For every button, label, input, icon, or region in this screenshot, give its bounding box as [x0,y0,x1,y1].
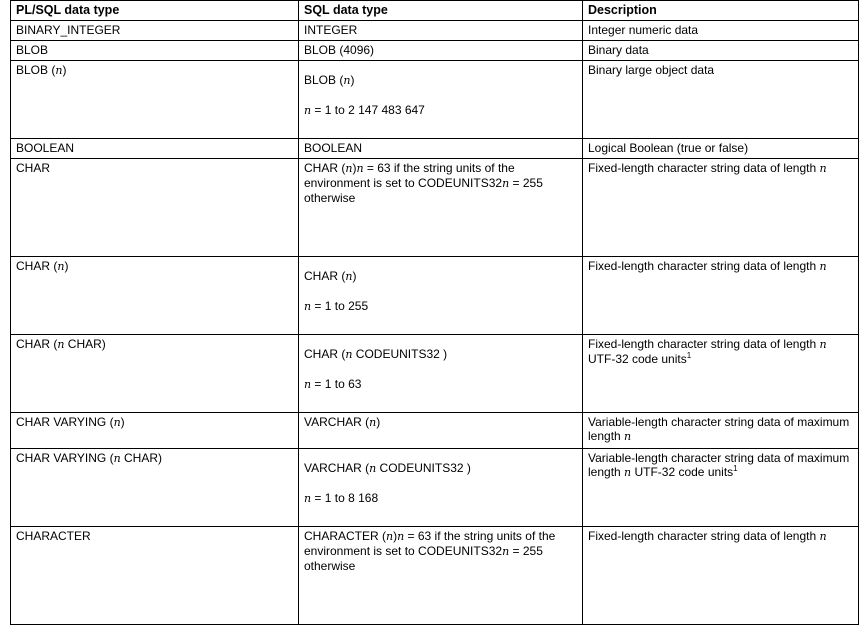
sql-type-line: VARCHAR (n) [304,415,381,429]
sql-type-line: n = 63 if the string units of the environment is set to CODEUNITS32 [304,161,515,190]
cell-description: Variable-length character string data of maximum length n UTF-32 code units$^1$ [583,449,859,527]
cell-plsql-type: CHAR (n CHAR) [11,335,299,413]
cell-plsql-type: BOOLEAN [11,139,299,159]
cell-plsql-type: CHAR VARYING (n CHAR) [11,449,299,527]
variable-n: n [113,452,121,465]
cell-sql-type [299,335,583,413]
cell-sql-type [299,257,583,335]
sql-type-line: CHARACTER (n) [304,529,398,543]
variable-n: n [345,162,353,175]
table-row [11,257,859,335]
variable-n: n [57,260,65,273]
variable-n: n [304,104,312,117]
table-header-row [11,1,859,21]
variable-n: n [356,162,364,175]
cell-sql-type [299,159,583,257]
cell-sql-type [299,413,583,449]
table-row [11,449,859,527]
cell-sql-type [299,41,583,61]
footnote-marker: 1 [733,464,738,473]
cell-plsql-type: CHAR [11,159,299,257]
sql-type-line: BLOB (n) [304,73,355,87]
cell-description: Fixed-length character string data of length n [583,257,859,335]
cell-sql-type [299,527,583,625]
table-row [11,61,859,139]
sql-type-line: n = 255 otherwise [304,544,543,573]
variable-n: n [397,530,405,543]
header-sql-data-type: SQL data type [299,1,583,21]
variable-n: n [304,300,312,313]
cell-sql-type [299,139,583,159]
cell-description: Variable-length character string data of maximum length n [583,413,859,449]
sql-type-line: INTEGER [304,23,358,37]
cell-description: Binary large object data [583,61,859,139]
sql-type-line: BOOLEAN [304,141,363,155]
cell-sql-type [299,449,583,527]
sql-type-line: n = 1 to 2 147 483 647 [304,103,425,117]
cell-plsql-type: BLOB (n) [11,61,299,139]
variable-n: n [345,348,353,361]
table-row [11,335,859,413]
table-row [11,413,859,449]
variable-n: n [55,64,63,77]
table-row [11,139,859,159]
data-type-mapping-table [10,0,859,625]
table-row [11,41,859,61]
sql-type-line: CHAR (n) [304,161,357,175]
sql-type-line: n = 63 if the string units of the environment is set to CODEUNITS32 [304,529,556,558]
header-plsql-data-type: PL/SQL data type [11,1,299,21]
variable-n: n [624,466,632,479]
footnote-marker: 1 [686,351,692,360]
sql-type-line: CHAR (n CODEUNITS32 ) [304,347,448,361]
cell-description: Fixed-length character string data of length n UTF-32 code units$^1$ [583,335,859,413]
cell-plsql-type: CHAR VARYING (n) [11,413,299,449]
cell-sql-type [299,21,583,41]
variable-n: n [819,530,827,543]
cell-plsql-type: CHAR (n) [11,257,299,335]
variable-n: n [369,462,377,475]
variable-n: n [369,416,377,429]
variable-n: n [502,177,510,190]
variable-n: n [113,416,121,429]
variable-n: n [502,545,510,558]
cell-description: Fixed-length character string data of length n [583,159,859,257]
cell-sql-type [299,61,583,139]
table-row [11,527,859,625]
header-description: Description [583,1,859,21]
variable-n: n [819,162,827,175]
table-row [11,159,859,257]
variable-n: n [819,338,827,351]
sql-type-line: n = 255 otherwise [304,176,543,205]
sql-type-line: CHAR (n) [304,269,357,283]
variable-n: n [57,338,65,351]
cell-plsql-type: BINARY_INTEGER [11,21,299,41]
cell-description: Fixed-length character string data of length n [583,527,859,625]
variable-n: n [819,260,827,273]
sql-type-line: VARCHAR (n CODEUNITS32 ) [304,461,471,475]
sql-type-line: n = 1 to 255 [304,299,369,313]
sql-type-line: n = 1 to 63 [304,377,362,391]
table-row [11,21,859,41]
variable-n: n [304,492,312,505]
sql-type-line: n = 1 to 8 168 [304,491,379,505]
cell-description: Binary data [583,41,859,61]
variable-n: n [343,74,351,87]
table-body [11,21,859,625]
variable-n: n [386,530,394,543]
cell-description: Logical Boolean (true or false) [583,139,859,159]
variable-n: n [624,430,632,443]
cell-description: Integer numeric data [583,21,859,41]
sql-type-line: BLOB (4096) [304,43,375,57]
cell-plsql-type: BLOB [11,41,299,61]
variable-n: n [304,378,312,391]
variable-n: n [345,270,353,283]
cell-plsql-type: CHARACTER [11,527,299,625]
